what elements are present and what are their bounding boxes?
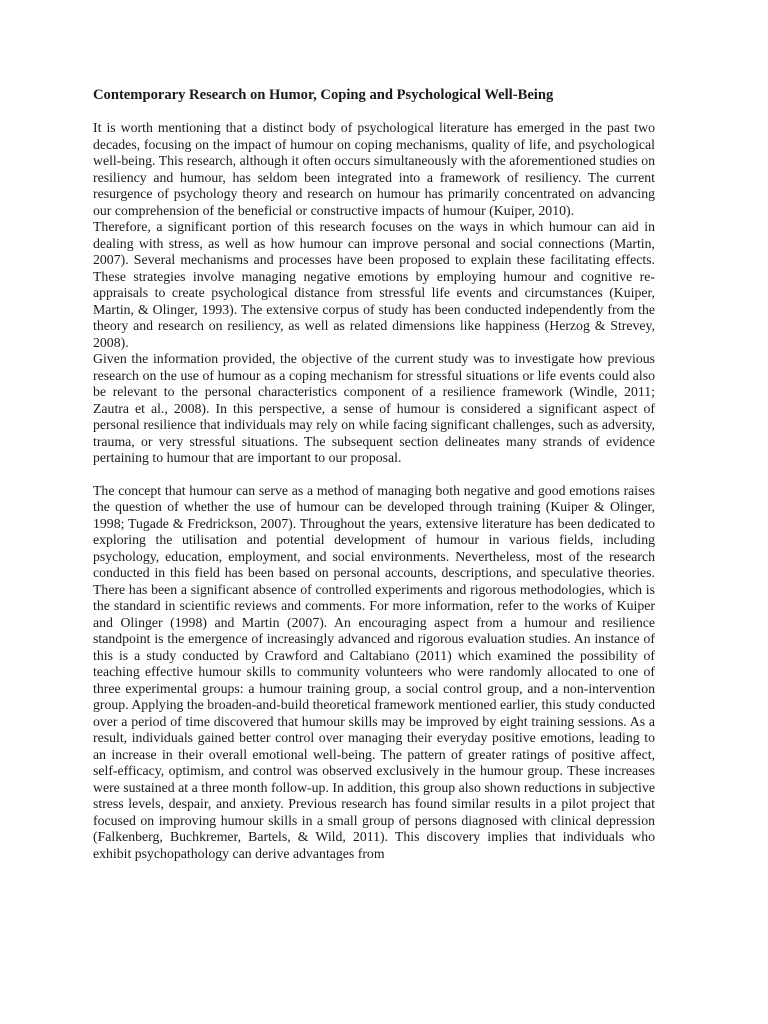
document-page: [93, 86, 655, 862]
paragraph-1: It is worth mentioning that a distinct body of psychological literature has emerged in the past two decades, focusing on the impact of humour on coping mechanisms, quality of life, and psychological well-being. This research, although it often occurs simultaneously with the aforementioned studies on resiliency and humour, has seldom been integrated into a framework of resiliency. The current resurgence of psychology theory and research on humour has primarily concentrated on advancing our comprehension of the beneficial or constructive impacts of humour (Kuiper, 2010).: [93, 120, 655, 218]
paragraph-4: The concept that humour can serve as a method of managing both negative and good emotions raises the question of whether the use of humour can be developed through training (Kuiper & Olinger, 1998; Tugade & Fredrickson, 2007). Throughout the years, extensive literature has been dedicated to exploring the utilisation and potential development of humour in various fields, including psychology, education, employment, and social environments. Nevertheless, most of the research conducted in this field has been based on personal accounts, descriptions, and speculative theories. There has been a significant absence of controlled experiments and rigorous methodologies, which is the standard in scientific reviews and comments. For more information, refer to the works of Kuiper and Olinger (1998) and Martin (2007). An encouraging aspect from a humour and resilience standpoint is the emergence of increasingly advanced and rigorous evaluation studies. An instance of this is a study conducted by Crawford and Caltabiano (2011) which examined the possibility of teaching effective humour skills to community volunteers who were randomly allocated to one of three experimental groups: a humour training group, a social control group, and a non-intervention group. Applying the broaden-and-build theoretical framework mentioned earlier, this study conducted over a period of time discovered that humour skills may be improved by eight training sessions. As a result, individuals gained better control over managing their everyday positive emotions, leading to an increase in their overall emotional well-being. The pattern of greater ratings of positive affect, self-efficacy, optimism, and control was observed exclusively in the humour group. These increases were sustained at a three month follow-up. In addition, this group also shown reductions in subjective stress levels, despair, and anxiety. Previous research has found similar results in a pilot project that focused on improving humour skills in a small group of persons diagnosed with clinical depression (Falkenberg, Buchkremer, Bartels, & Wild, 2011). This discovery implies that individuals who exhibit psychopathology can derive advantages from: [93, 482, 655, 861]
paragraph-2: Therefore, a significant portion of this research focuses on the ways in which humour can aid in dealing with stress, as well as how humour can improve personal and social connections (Martin, 2007). Several mechanisms and processes have been proposed to explain these facilitating effects. These strategies involve managing negative emotions by employing humour and cognitive re-appraisals to create psychological distance from stressful life events and circumstances (Kuiper, Martin, & Olinger, 1993). The extensive corpus of study has been conducted independently from the theory and research on resiliency, as well as related dimensions like happiness (Herzog & Strevey, 2008).: [93, 219, 655, 350]
document-title: Contemporary Research on Humor, Coping and Psychological Well-Being: [93, 87, 554, 103]
paragraph-3: Given the information provided, the objective of the current study was to investigate how previous research on the use of humour as a coping mechanism for stressful situations or life events could also be relevant to the personal characteristics component of a resilience framework (Windle, 2011; Zautra et al., 2008). In this perspective, a sense of humour is considered a significant aspect of personal resilience that individuals may rely on while facing significant challenges, such as adversity, trauma, or very stressful situations. The subsequent section delineates many strands of evidence pertaining to humour that are important to our proposal.: [93, 351, 655, 465]
